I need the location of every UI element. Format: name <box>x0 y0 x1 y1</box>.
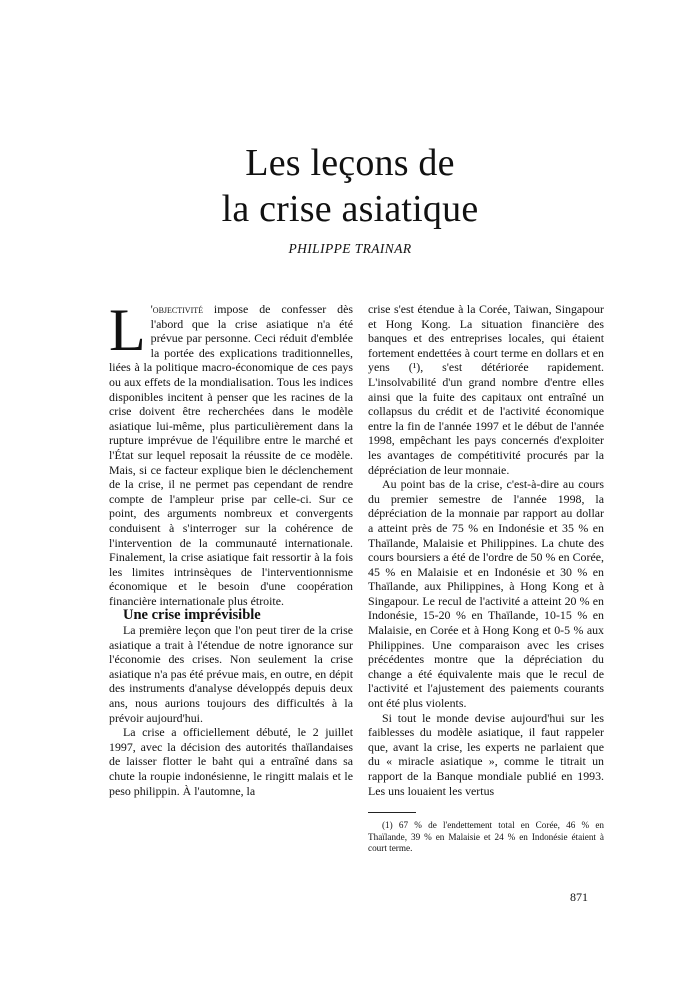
intro-paragraph <box>109 297 353 608</box>
paragraph: crise s'est étendue à la Corée, Taiwan, Singapour et Hong Kong. La situation financière des banques et des entreprises locales, qui étaient fortement endettées à court terme en dollars et en yens (¹), s'est détériorée rapidement. L'insolvabilité d'un grand nombre d'entre elles ainsi que la fuite des capitaux ont entraîné un collapsus du crédit et de l'activité économique entre la fin de l'année 1997 et le début de l'année 1998, empêchant les pays concernés d'exploiter les avantages de compétitivité procurés par la dépréciation de leur monnaie. <box>368 302 604 477</box>
right-column <box>368 302 604 854</box>
footnote-divider <box>368 812 416 813</box>
article-title <box>0 140 700 232</box>
paragraph: Au point bas de la crise, c'est-à-dire au cours du premier semestre de l'année 1998, la dépréciation de la monnaie par rapport au dollar a atteint près de 75 % en Indonésie et 35 % en Thaïlande, Malaisie et Philippines. La chute des cours boursiers a été de l'ordre de 50 % en Corée, 45 % en Malaisie et en Indonésie et 30 % en Thaïlande, aux Philippines, à Hong Kong et à Singapour. Le recul de l'activité a atteint 20 % en Indonésie, 15-20 % en Thaïlande, 10-15 % en Malaisie, en Corée et à Hong Kong et 0-5 % aux Philippines. Une comparaison avec les crises précédentes montre que la dépréciation du change a été équivalente mais que le recul de l'activité et l'ajustement des paiements courants ont été plus violents. <box>368 477 604 711</box>
paragraph: La crise a officiellement débuté, le 2 juillet 1997, avec la décision des autorités thaïlandaises de laisser flotter le baht qui a entraîné dans sa chute la roupie indonésienne, le ringitt malais et le peso philippin. À l'automne, la <box>109 725 353 798</box>
left-column <box>109 297 353 798</box>
section-title: Une crise imprévisible <box>123 607 261 624</box>
page-number: 871 <box>570 890 588 904</box>
title-line-1: Les leçons de <box>245 142 455 184</box>
intro-text: impose de confesser dès l'abord que la crise asiatique n'a été prévue par personne. Ceci réduit d'emblée la portée des explications traditionnelles, liées à la politique macro-économique de ces pays ou aux effets de la mondialisation. Tous les indices disponibles incitent à penser que les racines de la crise doivent être recherchées dans le modèle asiatique lui-même, plus particulièrement dans la rupture imprévue de l'équilibre entre le marché et l'État sur lequel reposait la réussite de ce modèle. Mais, si ce facteur explique bien le déclenchement de la crise, il ne permet pas cependant de rendre compte de l'ampleur prise par celle-ci. Sur ce point, des arguments nombreux et convergents conduisent à s'interroger sur la cohérence de l'intervention de la communauté internationale. Finalement, la crise asiatique fait ressortir à la fois les limites intrinsèques de l'interventionnisme économique et le besoin d'une coopération financière internationale plus étroite. <box>109 302 353 608</box>
drop-cap: L <box>109 297 146 363</box>
footnote: (1) 67 % de l'endettement total en Corée, 46 % en Thaïlande, 39 % en Malaisie et 24 % en Indonésie étaient à court terme. <box>368 820 604 853</box>
paragraph: Si tout le monde devise aujourd'hui sur les faiblesses du modèle asiatique, il faut rappeler que, avant la crise, les experts ne parlaient que du « miracle asiatique », comme le titrait un rapport de la Banque mondiale publié en 1993. Les uns louaient les vertus <box>368 710 604 798</box>
intro-smallcaps: 'objectivité <box>150 302 204 316</box>
title-line-2: la crise asiatique <box>221 188 479 230</box>
paragraph: La première leçon que l'on peut tirer de la crise asiatique a trait à l'étendue de notre ignorance sur l'économie des crises. Non seulement la crise asiatique n'a pas été prévue mais, en outre, en dépit des instruments d'analyse développés depuis deux ans, nous aurions toujours des difficultés à la prévoir aujourd'hui. <box>109 623 353 725</box>
author-name: PHILIPPE TRAINAR <box>288 241 412 256</box>
